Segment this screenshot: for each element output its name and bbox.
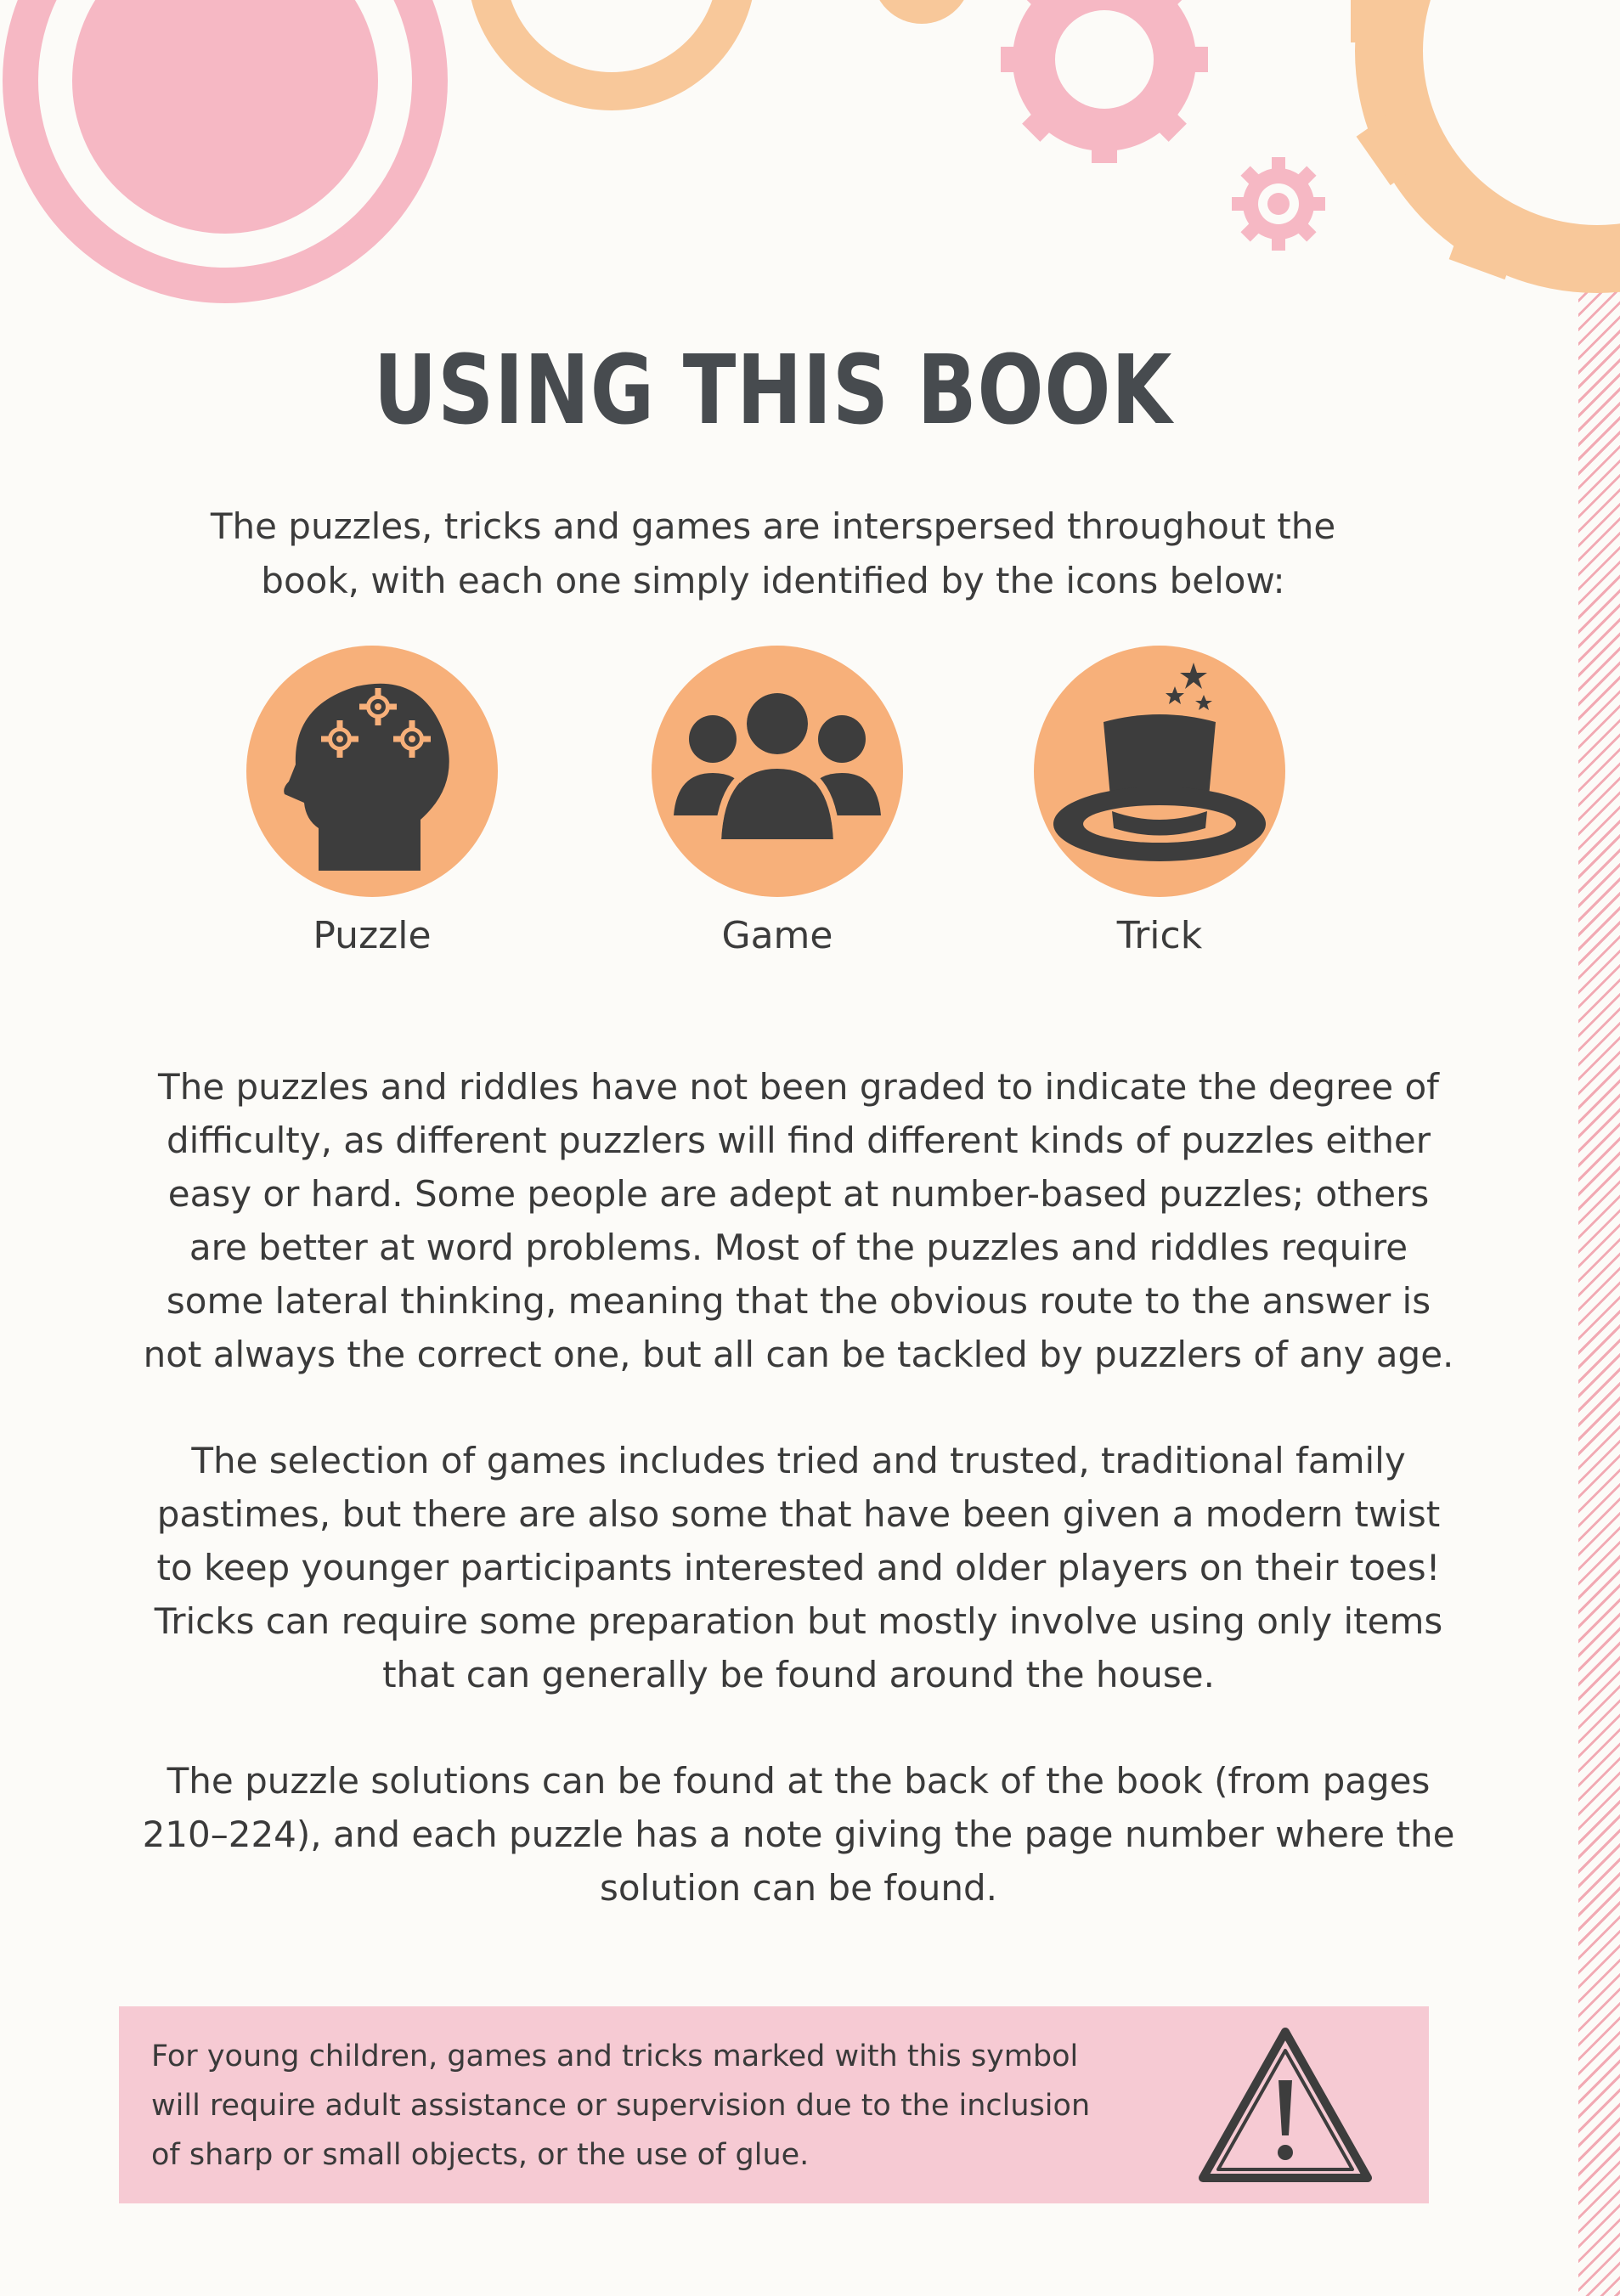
- warning-triangle-icon: [1196, 2025, 1374, 2186]
- note-line: For young children, games and tricks marked with this symbol: [151, 2039, 1079, 2073]
- paragraph-line: The puzzle solutions can be found at the back of the book (from pages: [167, 1760, 1431, 1802]
- head-gears-icon: [246, 646, 498, 897]
- orange-gear-icon: [467, 0, 756, 110]
- paragraph-line: difficulty, as different puzzlers will find different kinds of puzzles either: [166, 1120, 1431, 1161]
- page-title: USING THIS BOOK: [373, 336, 1173, 446]
- note-line: of sharp or small objects, or the use of glue.: [151, 2138, 810, 2172]
- pink-gear-tiny-icon: [1232, 157, 1325, 251]
- icon-label-game: Game: [721, 914, 833, 957]
- safety-note-text: [151, 2032, 1171, 2180]
- paragraph-line: not always the correct one, but all can be tackled by puzzlers of any age.: [143, 1334, 1454, 1375]
- paragraph-line: some lateral thinking, meaning that the obvious route to the answer is: [166, 1280, 1431, 1322]
- icon-item-puzzle: [245, 646, 500, 957]
- paragraph-line: The puzzles and riddles have not been graded to indicate the degree of: [158, 1066, 1439, 1108]
- decorative-gears: [0, 0, 1620, 306]
- paragraph-line: The selection of games includes tried and trusted, traditional family: [191, 1440, 1406, 1481]
- pink-gear-ring-icon: [1001, 0, 1208, 163]
- paragraph-line: 210–224), and each puzzle has a note giving the page number where the: [142, 1814, 1455, 1855]
- icon-item-game: [650, 646, 905, 957]
- icon-item-trick: [1032, 646, 1287, 957]
- magic-top-hat-icon: [1034, 646, 1285, 897]
- icon-label-puzzle: Puzzle: [313, 914, 432, 957]
- intro-line: book, with each one simply identified by the icons below:: [261, 560, 1285, 601]
- paragraph-solutions: [119, 1754, 1478, 1915]
- intro-text: [127, 499, 1419, 608]
- paragraph-grading: [119, 1060, 1478, 1381]
- paragraph-games: [119, 1434, 1478, 1701]
- icon-label-trick: Trick: [1116, 914, 1203, 957]
- paragraph-line: easy or hard. Some people are adept at number-based puzzles; others: [167, 1173, 1430, 1215]
- orange-gear-small-icon: [872, 0, 971, 24]
- orange-gear-large-icon: [1351, 0, 1620, 293]
- group-people-icon: [652, 646, 903, 897]
- paragraph-line: to keep younger participants interested and older players on their toes!: [156, 1547, 1441, 1588]
- safety-note-box: [119, 2006, 1429, 2203]
- note-line: will require adult assistance or supervision due to the inclusion: [151, 2089, 1091, 2123]
- intro-line: The puzzles, tricks and games are interspersed throughout the: [210, 505, 1336, 547]
- decorative-stripe-border: [1578, 0, 1620, 2296]
- paragraph-line: Tricks can require some preparation but mostly involve using only items: [154, 1600, 1443, 1642]
- pink-gear-large-icon: [3, 0, 448, 303]
- paragraph-line: solution can be found.: [599, 1867, 998, 1909]
- paragraph-line: that can generally be found around the house.: [382, 1654, 1215, 1695]
- paragraph-line: are better at word problems. Most of the puzzles and riddles require: [189, 1227, 1408, 1268]
- paragraph-line: pastimes, but there are also some that have been given a modern twist: [156, 1493, 1441, 1535]
